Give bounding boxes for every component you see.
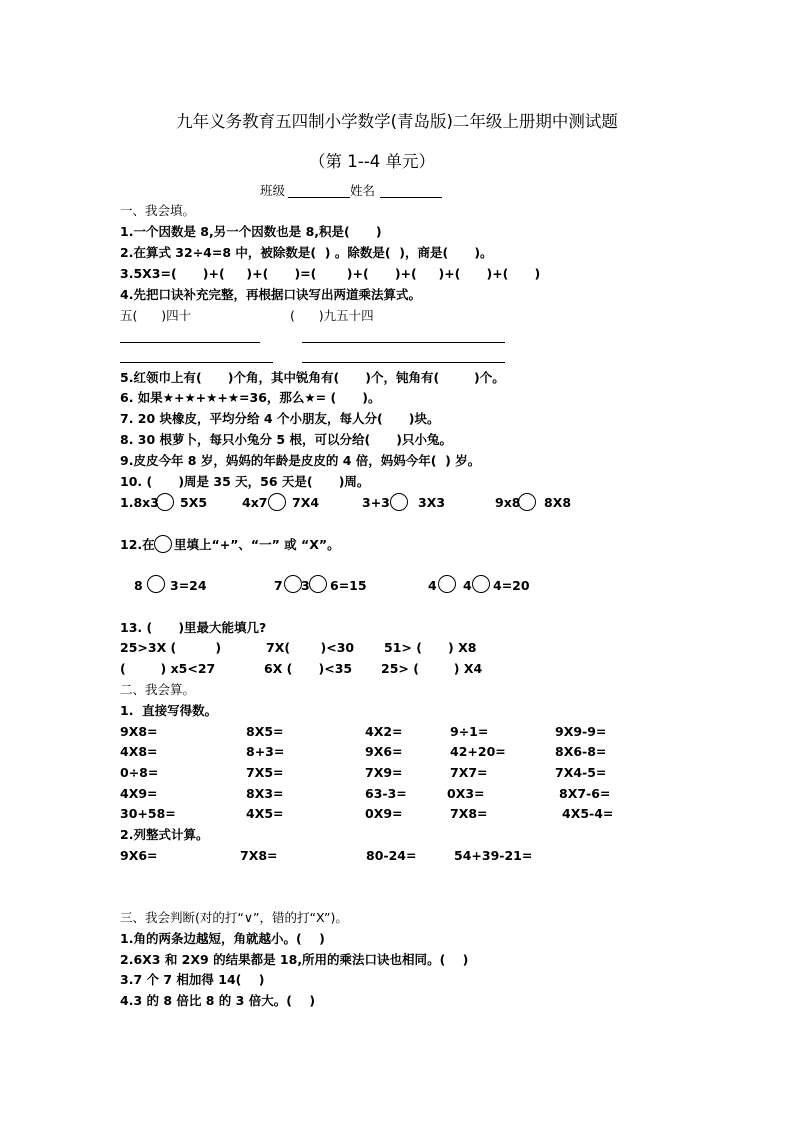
answer-line[interactable] (120, 362, 273, 363)
section2-sub1: 1. 直接写得数。 (120, 703, 218, 718)
q12-prefix: 12.在 (120, 537, 155, 552)
calc-item[interactable]: 9÷1= (450, 724, 489, 739)
judge-4[interactable]: 4.3 的 8 倍比 8 的 3 倍大。( ) (120, 993, 316, 1008)
calc-item[interactable]: 7X4-5= (555, 765, 607, 780)
compare-circle[interactable] (390, 493, 408, 511)
q13: 13. ( )里最大能填几? (120, 620, 267, 635)
q11-c-left: 3+3 (362, 495, 390, 510)
q12-a-1: 8 (134, 578, 143, 593)
judge-2[interactable]: 2.6X3 和 2X9 的结果都是 18,所用的乘法口诀也相同。( ) (120, 952, 469, 967)
class-label: 班级 (260, 183, 286, 198)
calc-item[interactable]: 9X6= (365, 744, 403, 759)
calc-item[interactable]: 0÷8= (120, 765, 159, 780)
operator-circle[interactable] (309, 575, 327, 593)
q11-b-right: 7X4 (292, 495, 320, 510)
answer-line[interactable] (302, 342, 505, 343)
compare-circle[interactable] (268, 493, 286, 511)
calc-item[interactable]: 4X5-4= (562, 806, 614, 821)
q4a: 五( )四十 (120, 308, 192, 323)
calc-item[interactable]: 7X5= (246, 765, 284, 780)
calc-item[interactable]: 7X7= (450, 765, 488, 780)
compare-circle[interactable] (156, 493, 174, 511)
calc-item[interactable]: 8X5= (246, 724, 284, 739)
q8: 8. 30 根萝卜，每只小兔分 5 根，可以分给( )只小兔。 (120, 432, 452, 447)
q13-r2-a: ( ) x5<27 (120, 661, 216, 676)
calc-item[interactable]: 30+58= (120, 806, 176, 821)
calc-item[interactable]: 8+3= (246, 744, 285, 759)
calc-item[interactable]: 4X8= (120, 744, 158, 759)
q11-a-right: 5X5 (180, 495, 208, 510)
q12-c-2: 4 (463, 578, 472, 593)
calc-item[interactable]: 9X9-9= (555, 724, 607, 739)
name-label: 姓名 (350, 183, 376, 198)
calc-item[interactable]: 42+20= (450, 744, 506, 759)
calc-item[interactable]: 7X8= (240, 848, 278, 863)
q12-suffix: 里填上“+”、“一” 或 “X”。 (174, 537, 340, 552)
q11-d-right: 8X8 (544, 495, 572, 510)
calc-item[interactable]: 9X8= (120, 724, 158, 739)
page-subtitle: （第 1--4 单元） (309, 152, 435, 171)
section2-sub2: 2.列整式计算。 (120, 827, 209, 842)
calc-item[interactable]: 8X6-8= (555, 744, 607, 759)
q5: 5.红领巾上有( )个角，其中锐角有( )个，钝角有( )个。 (120, 370, 505, 385)
q13-r1-a: 25>3X ( ) (120, 640, 222, 655)
operator-circle[interactable] (284, 575, 302, 593)
calc-item[interactable]: 4X9= (120, 786, 158, 801)
q9: 9.皮皮今年 8 岁，妈妈的年龄是皮皮的 4 倍，妈妈今年( ) 岁。 (120, 453, 481, 468)
calc-item[interactable]: 0X9= (365, 806, 403, 821)
q11-d-left: 9x8 (495, 495, 521, 510)
judge-3[interactable]: 3.7 个 7 相加得 14( ) (120, 972, 265, 987)
name-blank[interactable] (380, 197, 442, 198)
judge-1[interactable]: 1.角的两条边越短，角就越小。( ) (120, 931, 325, 946)
q3: 3.5X3=( )+( )+( )=( )+( )+( )+( )+( ) (120, 266, 541, 281)
calc-item[interactable]: 7X8= (450, 806, 488, 821)
calc-item[interactable]: 4X2= (365, 724, 403, 739)
calc-item[interactable]: 63-3= (365, 786, 407, 801)
compare-circle[interactable] (518, 493, 536, 511)
q13-r2-b: 6X ( )<35 (264, 661, 353, 676)
operator-circle-sample (154, 535, 172, 553)
q12-b-3: 6=15 (330, 578, 367, 593)
calc-item[interactable]: 8X7-6= (559, 786, 611, 801)
q12-b-2: 3 (301, 578, 310, 593)
operator-circle[interactable] (147, 575, 165, 593)
class-blank[interactable] (288, 197, 350, 198)
calc-item[interactable]: 0X3= (447, 786, 485, 801)
q12-a-2: 3=24 (170, 578, 207, 593)
operator-circle[interactable] (472, 575, 490, 593)
q4b: ( )九五十四 (290, 308, 374, 323)
calc-item[interactable]: 7X9= (365, 765, 403, 780)
q11-b-left: 4x7 (242, 495, 268, 510)
section2-heading: 二、我会算。 (120, 682, 196, 697)
q6: 6. 如果★+★+★+★=36，那么★= ( )。 (120, 390, 381, 405)
answer-line[interactable] (120, 342, 260, 343)
q1: 1.一个因数是 8,另一个因数也是 8,积是( ) (120, 224, 382, 239)
section1-heading: 一、我会填。 (120, 203, 196, 218)
q11-c-right: 3X3 (418, 495, 446, 510)
calc-item[interactable]: 54+39-21= (454, 848, 533, 863)
calc-item[interactable]: 80-24= (366, 848, 417, 863)
q4: 4.先把口诀补充完整，再根据口诀写出两道乘法算式。 (120, 287, 421, 302)
q10: 10. ( )周是 35 天，56 天是( )周。 (120, 474, 370, 489)
q13-r1-c: 51> ( ) X8 (384, 640, 477, 655)
q13-r1-b: 7X( )<30 (266, 640, 355, 655)
calc-item[interactable]: 4X5= (246, 806, 284, 821)
answer-line[interactable] (302, 362, 505, 363)
q7: 7. 20 块橡皮，平均分给 4 个小朋友，每人分( )块。 (120, 411, 440, 426)
q11-a-left: 1.8x3 (120, 495, 159, 510)
calc-item[interactable]: 8X3= (246, 786, 284, 801)
page-title: 九年义务教育五四制小学数学(青岛版)二年级上册期中测试题 (176, 112, 618, 131)
section3-heading: 三、我会判断(对的打“∨”，错的打“X”)。 (120, 910, 348, 925)
calc-item[interactable]: 9X6= (120, 848, 158, 863)
q2: 2.在算式 32÷4=8 中，被除数是( ) 。除数是( )，商是( )。 (120, 245, 493, 260)
q13-r2-c: 25> ( ) X4 (381, 661, 483, 676)
q12-c-1: 4 (428, 578, 437, 593)
q12-b-1: 7 (274, 578, 283, 593)
q12-c-3: 4=20 (493, 578, 530, 593)
operator-circle[interactable] (438, 575, 456, 593)
